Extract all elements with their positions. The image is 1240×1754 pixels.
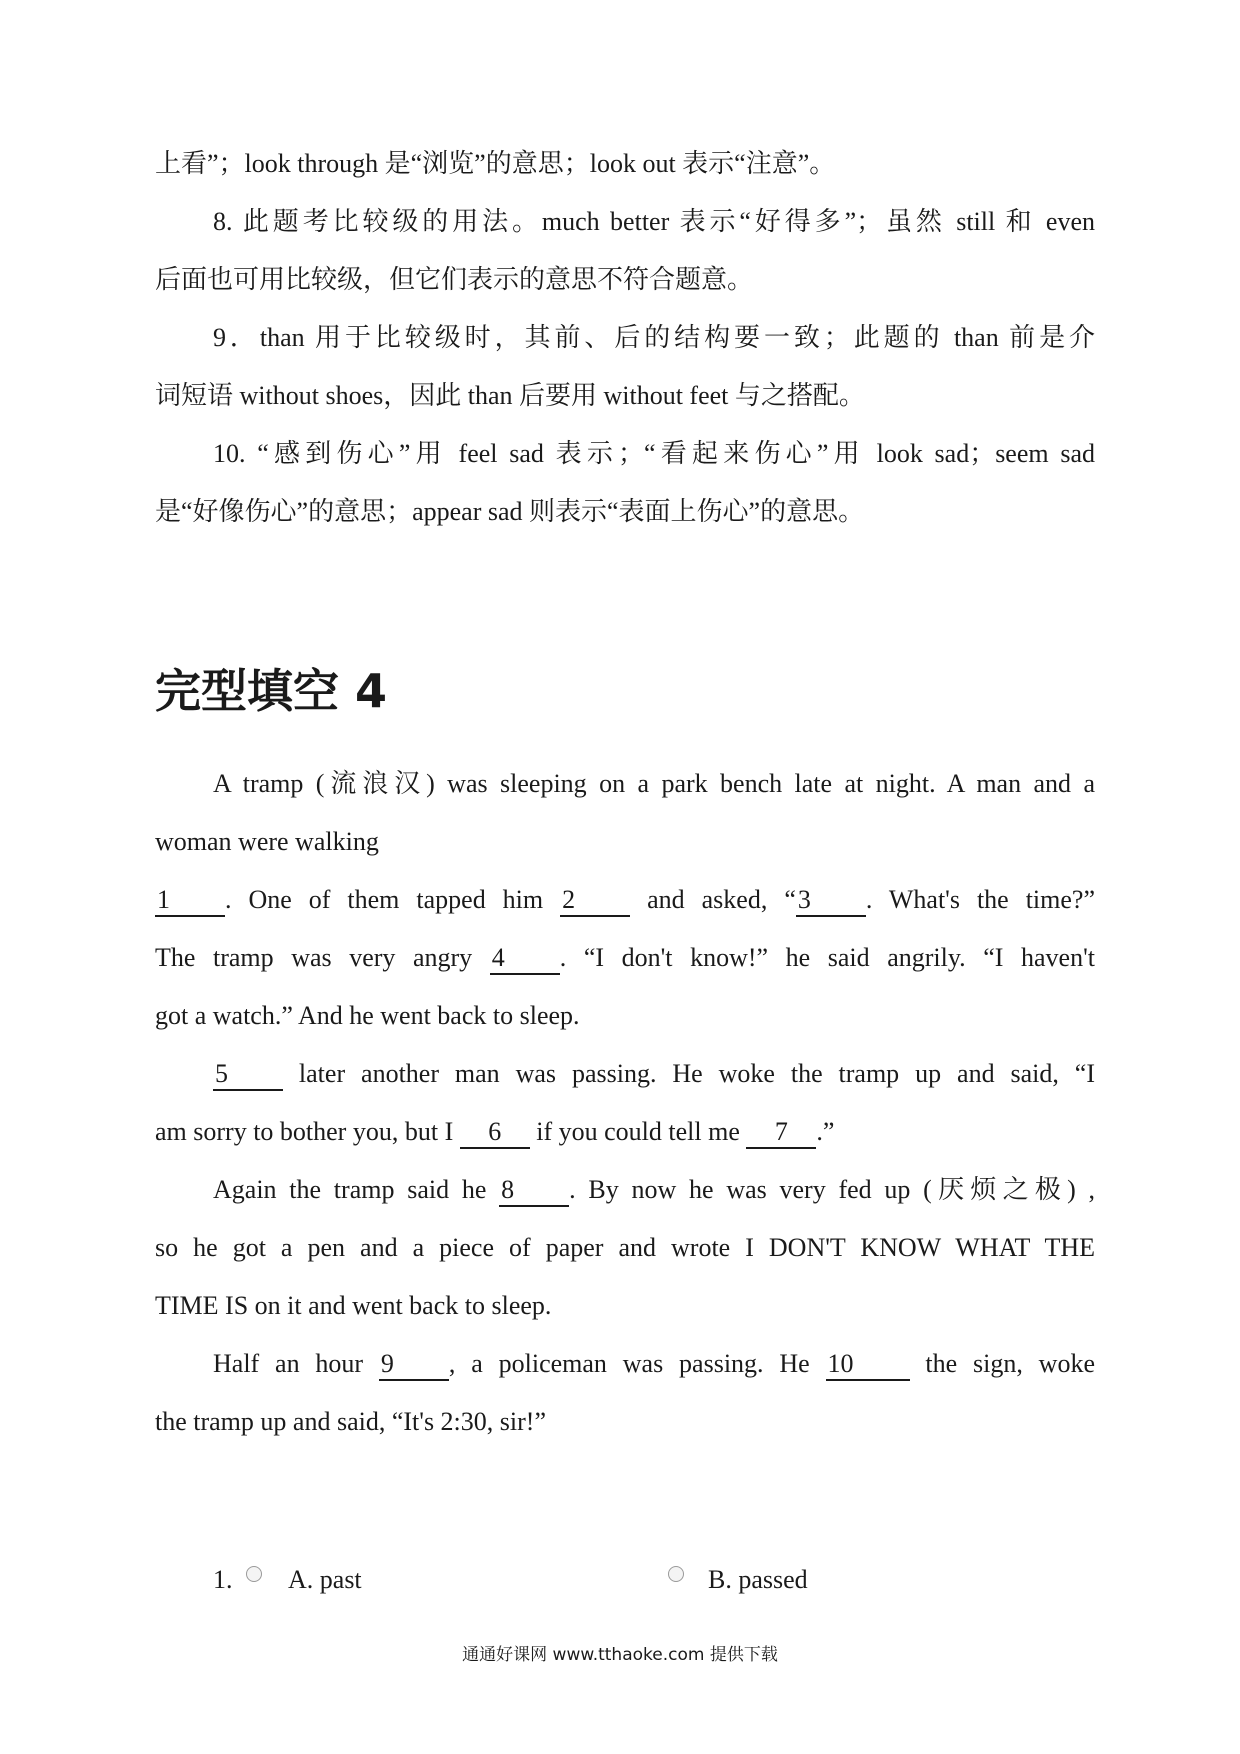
passage-line-11 bbox=[213, 1346, 1095, 1382]
radio-button-icon[interactable] bbox=[668, 1566, 684, 1582]
passage-text: and asked, “ bbox=[647, 885, 796, 914]
note-line-4: 9．than 用于比较级时，其前、后的结构要一致；此题的 than 前是介 bbox=[213, 323, 1095, 352]
passage-text: , a policeman was passing. He bbox=[448, 1349, 810, 1378]
note-line-3: 后面也可用比较级，但它们表示的意思不符合题意。 bbox=[155, 265, 754, 294]
passage-text: . By now he was very fed up (厌烦之极) , bbox=[569, 1175, 1096, 1204]
passage-text: am sorry to bother you, but I bbox=[155, 1117, 454, 1146]
passage-line-10: TIME IS on it and went back to sleep. bbox=[155, 1291, 552, 1320]
passage-line-3 bbox=[155, 882, 1095, 918]
passage-text: if you could tell me bbox=[536, 1117, 740, 1146]
blank-1[interactable]: 1 bbox=[155, 885, 225, 917]
blank-9[interactable]: 9 bbox=[379, 1349, 449, 1381]
passage-line-4 bbox=[155, 940, 1095, 976]
passage-text: .” bbox=[816, 1117, 835, 1146]
passage-text: later another man was passing. He woke the tramp up and said, “I bbox=[298, 1059, 1095, 1088]
question-1-option-a[interactable]: A. past bbox=[288, 1565, 362, 1594]
passage-line-9: so he got a pen and a piece of paper and wrote I DON'T KNOW WHAT THE bbox=[155, 1233, 1095, 1262]
blank-8[interactable]: 8 bbox=[499, 1175, 569, 1207]
question-1-option-a-radio[interactable] bbox=[246, 1562, 262, 1598]
blank-10[interactable]: 10 bbox=[826, 1349, 910, 1381]
note-line-2: 8. 此题考比较级的用法。much better 表示“好得多”；虽然 still 和 even bbox=[213, 207, 1095, 236]
note-line-6: 10. “感到伤心”用 feel sad 表示；“看起来伤心”用 look sad；seem sad bbox=[213, 439, 1095, 468]
passage-text: . One of them tapped him bbox=[225, 885, 544, 914]
section-title: 完型填空 4 bbox=[155, 664, 388, 718]
blank-6[interactable]: 6 bbox=[460, 1117, 530, 1149]
passage-text: Half an hour bbox=[213, 1349, 364, 1378]
passage-text: The tramp was very angry bbox=[155, 943, 473, 972]
radio-button-icon[interactable] bbox=[246, 1566, 262, 1582]
passage-text: . “I don't know!” he said angrily. “I haven't bbox=[559, 943, 1095, 972]
passage-line-6 bbox=[213, 1056, 1095, 1092]
question-1-option-b-radio[interactable] bbox=[668, 1562, 684, 1598]
blank-3[interactable]: 3 bbox=[796, 885, 866, 917]
note-line-1: 上看”；look through 是“浏览”的意思；look out 表示“注意”。 bbox=[155, 149, 836, 178]
passage-text: . What's the time?” bbox=[865, 885, 1096, 914]
note-line-7: 是“好像伤心”的意思；appear sad 则表示“表面上伤心”的意思。 bbox=[155, 497, 865, 526]
page-footer: 通通好课网 www.tthaoke.com 提供下载 bbox=[462, 1645, 778, 1665]
passage-line-8 bbox=[213, 1172, 1095, 1208]
question-1-option-b[interactable]: B. passed bbox=[708, 1565, 808, 1594]
question-1-number: 1. bbox=[213, 1565, 233, 1594]
note-line-5: 词短语 without shoes，因此 than 后要用 without feet 与之搭配。 bbox=[155, 381, 865, 410]
passage-line-5: got a watch.” And he went back to sleep. bbox=[155, 1001, 580, 1030]
blank-7[interactable]: 7 bbox=[746, 1117, 816, 1149]
blank-4[interactable]: 4 bbox=[490, 943, 560, 975]
passage-line-2: woman were walking bbox=[155, 827, 379, 856]
blank-2[interactable]: 2 bbox=[560, 885, 630, 917]
passage-line-7 bbox=[155, 1114, 1095, 1150]
passage-line-12: the tramp up and said, “It's 2:30, sir!” bbox=[155, 1407, 546, 1436]
passage-text: Again the tramp said he bbox=[213, 1175, 487, 1204]
passage-line-1: A tramp (流浪汉) was sleeping on a park bench late at night. A man and a bbox=[213, 769, 1095, 798]
passage-text: the sign, woke bbox=[925, 1349, 1095, 1378]
blank-5[interactable]: 5 bbox=[213, 1059, 283, 1091]
